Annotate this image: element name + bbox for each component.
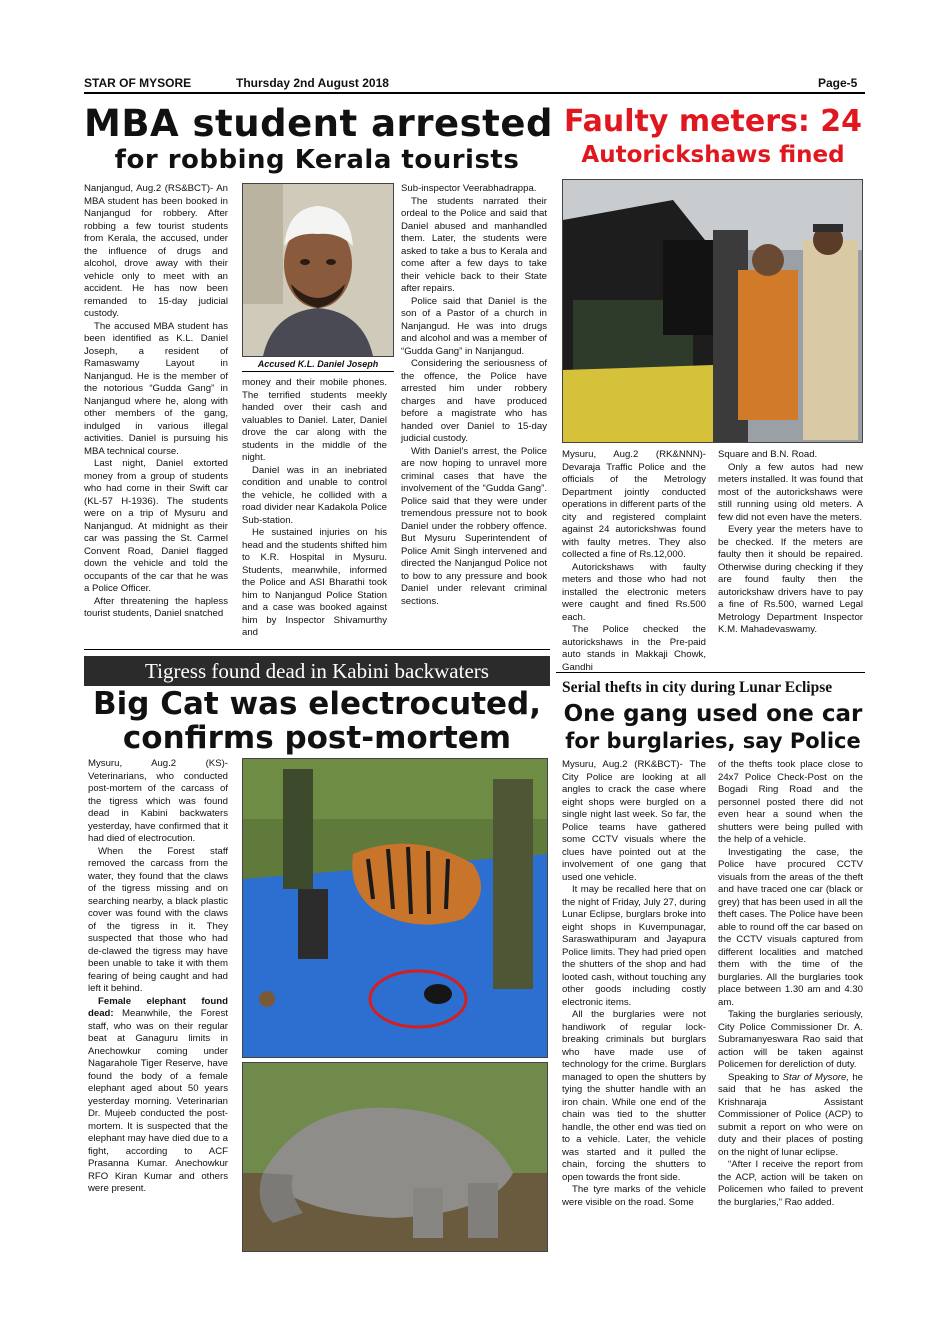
paragraph: Daniel was in an inebriated condition and unable to control the vehicle, he collided with a road divider near Kadakola Police Sub-station. <box>242 464 387 526</box>
paragraph: Last night, Daniel extorted money from a group of students who had come in their Swift car (KL-57 H-1936). The students were on a trip of Mysuru and Nanjangud. At midnight as their car was passing the St. Carmel Convent Road, Daniel flagged down the vehicle and told the occupants of the car that he was a Police Officer. <box>84 458 228 594</box>
caption-rule <box>242 371 394 372</box>
paragraph: With Daniel’s arrest, the Police are now hoping to unravel more criminal cases that have the involvement of the “Gudda Gang”. Police said that they were under tremendous pressure not to book Daniel under the robbery offence. But Mysuru Superintendent of Police Amit Singh intervened and directed the Nanjangud Police not to bow to any pressure and book Daniel under relevant criminal sections. <box>401 445 547 607</box>
elephant-photo <box>242 1062 548 1252</box>
elephant-carcass-illustration <box>243 1063 547 1251</box>
paragraph: Every year the meters have to be checked. If the meters are faulty then it should be repaired. Otherwise during checking if they are found faulty then the autorickshaw drivers have to pay a fine of Rs.500, warned Legal Metrology Department Inspector K.M. Mahadevaswamy. <box>718 524 863 635</box>
paragraph: The Police checked the autorickshaws in the Pre-paid auto stands in Makkaji Chowk, Gandhi <box>562 624 706 673</box>
paragraph: The tyre marks of the vehicle were visible on the road. Some <box>562 1184 706 1208</box>
story2-column-2 <box>718 449 863 637</box>
paragraph: It may be recalled here that on the night of Friday, July 27, during Lunar Eclipse, burglars broke into eight shops in Kuvempunagar, Saraswathipuram and Jayapura Police limits. They had pried open the shutters of the shop and had looted cash, without touching any other goods including costly electronic items. <box>562 884 706 1008</box>
story3-headline-line1: Big Cat was electrocuted, <box>92 686 542 722</box>
masthead-date: Thursday 2nd August 2018 <box>236 76 389 90</box>
paragraph: Only a few autos had new meters installed. It was found that most of the autorickshaws were still running using old meters. A few did not even have the meters. <box>718 461 863 523</box>
masthead-page: Page-5 <box>818 76 858 90</box>
paragraph: The students narrated their ordeal to the Police and said that Daniel abused and manhandled them. Later, the students were asked to take a bus to Kerala and come after a few days to take their vehicle back to their State after repairs. <box>401 195 547 294</box>
masthead-rule <box>84 92 865 94</box>
masthead-paper: STAR OF MYSORE <box>84 76 192 90</box>
paragraph: Square and B.N. Road. <box>718 449 818 460</box>
paragraph: He sustained injuries on his head and the students shifted him to K.R. Hospital in Mysuru. Students, meanwhile, informed the Police and ASI Bharathi took him to Nanjangud Police Station and a case was booked against him by Inspector Shivamurthy and <box>242 527 387 638</box>
paragraph: Mysuru, Aug.2 (RK&NNN)- Devaraja Traffic Police and the officials of the Metrology Department jointly conducted operations in different parts of the city and registered complaint against 24 autorickshwas found with faulty metres. They also collected a fine of Rs.12,000. <box>562 449 706 560</box>
paragraph: “After I receive the report from the ACP, action will be taken on Policemen who failed to prevent the burglaries,” Rao added. <box>718 1159 863 1208</box>
paragraph: Investigating the case, the Police have procured CCTV visuals from the areas of the theft and have traced one car (black or grey) that has been used in all the theft cases. The Police have been able to round off the car based on the CCTV visuals captured from different localities and matched them with the time of the burglaries. All the burglaries took place between 1.30 am and 4.30 am. <box>718 846 863 1008</box>
speaking-rest: he said that he has asked the Krishnaraja Assistant Commissioner of Police (ACP) to submit a report on who were on duty and their places of posting on the night of lunar eclipse. <box>718 1071 864 1158</box>
paragraph: When the Forest staff removed the carcass from the water, they found that the claws of the tigress missing and on searching nearby, a black plastic cover was found with the claws of the tigress in it. They suspected that those who had de-clawed the tigress may have been unable to take it with them fearing of being caught and had left it behind. <box>88 845 228 994</box>
story2-column-1 <box>562 449 706 674</box>
story4-column-1 <box>562 759 706 1209</box>
tigress-photo <box>242 758 548 1058</box>
elephant-paragraph: Meanwhile, the Forest staff, who was on their regular beat at Ganaguru limits in Anechowkur coming under Nagarahole Tiger Reserve, have found the body of a female elephant aged about 50 years yesterday morning. Veterinarian Dr. Mujeeb conducted the post-mortem. It is suspected that the elephant may have died due to a fight, according to ACF Prasanna Kumar. Anechowkur RFO Kiran Kumar and others were present. <box>88 1008 228 1194</box>
story4-headline-line1: One gang used one car <box>563 701 863 727</box>
accused-portrait-illustration <box>243 184 393 356</box>
paragraph: Nanjangud, Aug.2 (RS&BCT)- An MBA student has been booked in Nanjangud for robbery. After robbing a few tourist students from Kerala, the accused, under the influence of drugs and alcohol, drove away with their vehicle only to meet with an accident. He has now been remanded to 15-day judicial custody. <box>84 183 228 319</box>
paragraph: of the thefts took place close to 24x7 Police Check-Post on the Bogadi Ring Road and the personnel posted there did not even hear a sound when the shutters were being pulled with the help of a vehicle. <box>718 759 863 845</box>
paragraph: Sub-inspector Veerabhadrappa. <box>401 183 537 194</box>
paragraph: After threatening the hapless tourist students, Daniel snatched <box>84 595 228 619</box>
paragraph: The accused MBA student has been identified as K.L. Daniel Joseph, a resident of Ramaswamy Layout in Nanjangud. He is the member of the notorious “Gudda Gang” in Nanjangud where he, along with other members of the gang, indulged in various illegal activities. Daniel is pursuing his MBA technical course. <box>84 320 228 457</box>
story1-column-1 <box>84 183 228 621</box>
accused-photo <box>242 183 394 357</box>
story1-headline-line1: MBA student arrested <box>84 102 553 145</box>
paragraph: Police said that Daniel is the son of a Pastor of a church in Nanjangud. He was into drugs and alcohol and was a member of “Gudda Gang” in Nanjangud. <box>401 295 547 357</box>
elephant-subhead: Female elephant found dead: <box>88 995 228 1019</box>
paragraph: All the burglaries were not handiwork of regular lock-breaking criminals but burglars who have made use of technology for the crime. Burglars managed to open the shutters by tying the shutter handle with an iron chain. While one end of the chain was tied to the shutter handle, the other end was tied on to a vehicle. Later, the vehicle was started and it pulled the chain, forcing the shutters to open towards the front side. <box>562 1009 706 1183</box>
story3-headline-line2: confirms post-mortem <box>122 720 512 756</box>
story3-banner: Tigress found dead in Kabini backwaters <box>84 656 550 686</box>
autorickshaw-photo <box>562 179 863 443</box>
story1-column-3 <box>401 183 547 608</box>
accused-photo-caption: Accused K.L. Daniel Joseph <box>257 359 379 369</box>
story2-headline-line2: Autorickshaws fined <box>581 142 845 168</box>
story4-column-2 <box>718 759 863 1209</box>
story4-kicker: Serial thefts in city during Lunar Eclipse <box>562 679 833 696</box>
autorickshaw-inspection-illustration <box>563 180 862 442</box>
paragraph: Considering the seriousness of the offence, the Police have arrested him under robbery charges and have produced before a magistrate who has handed over Daniel to 15-day judicial custody. <box>401 358 547 444</box>
star-of-mysore-mention: Star of Mysore, <box>782 1071 850 1083</box>
paragraph: Autorickshaws with faulty meters and those who had not installed the electronic meters were caught and fined Rs.500 each. <box>562 561 706 623</box>
paragraph: Mysuru, Aug.2 (RK&BCT)- The City Police are looking at all angles to crack the case where eight shops were burgled on a single night last week. So far, the Police teams have gathered some CCTV visuals where the clues have pointed out at the involvement of one gang that used one vehicle. <box>562 759 706 883</box>
paragraph: money and their mobile phones. The terrified students meekly handed over their cash and valuables to Daniel. Later, Daniel drove the car along with the students in the middle of the night. <box>242 377 387 463</box>
speaking-lead: Speaking to <box>728 1071 783 1083</box>
story3-column-1 <box>88 758 228 1196</box>
story2-headline-line1: Faulty meters: 24 <box>563 104 863 139</box>
story4-headline-line2: for burglaries, say Police <box>565 729 861 753</box>
paragraph <box>718 1072 863 1160</box>
story1-column-2 <box>242 377 387 640</box>
section-divider <box>84 649 550 650</box>
paragraph: Mysuru, Aug.2 (KS)- Veterinarians, who conducted post-mortem of the carcass of the tigress which was found dead in Kabini backwaters yesterday, have confirmed that it had died of electrocution. <box>88 758 228 844</box>
tigress-carcass-illustration <box>243 759 547 1057</box>
section-divider <box>556 672 865 673</box>
paragraph <box>88 996 228 1196</box>
paragraph: Taking the burglaries seriously, City Police Commissioner Dr. A. Subramanyeswara Rao said that action will be taken against Policemen for dereliction of duty. <box>718 1009 863 1070</box>
story1-headline-line2: for robbing Kerala tourists <box>114 145 520 175</box>
